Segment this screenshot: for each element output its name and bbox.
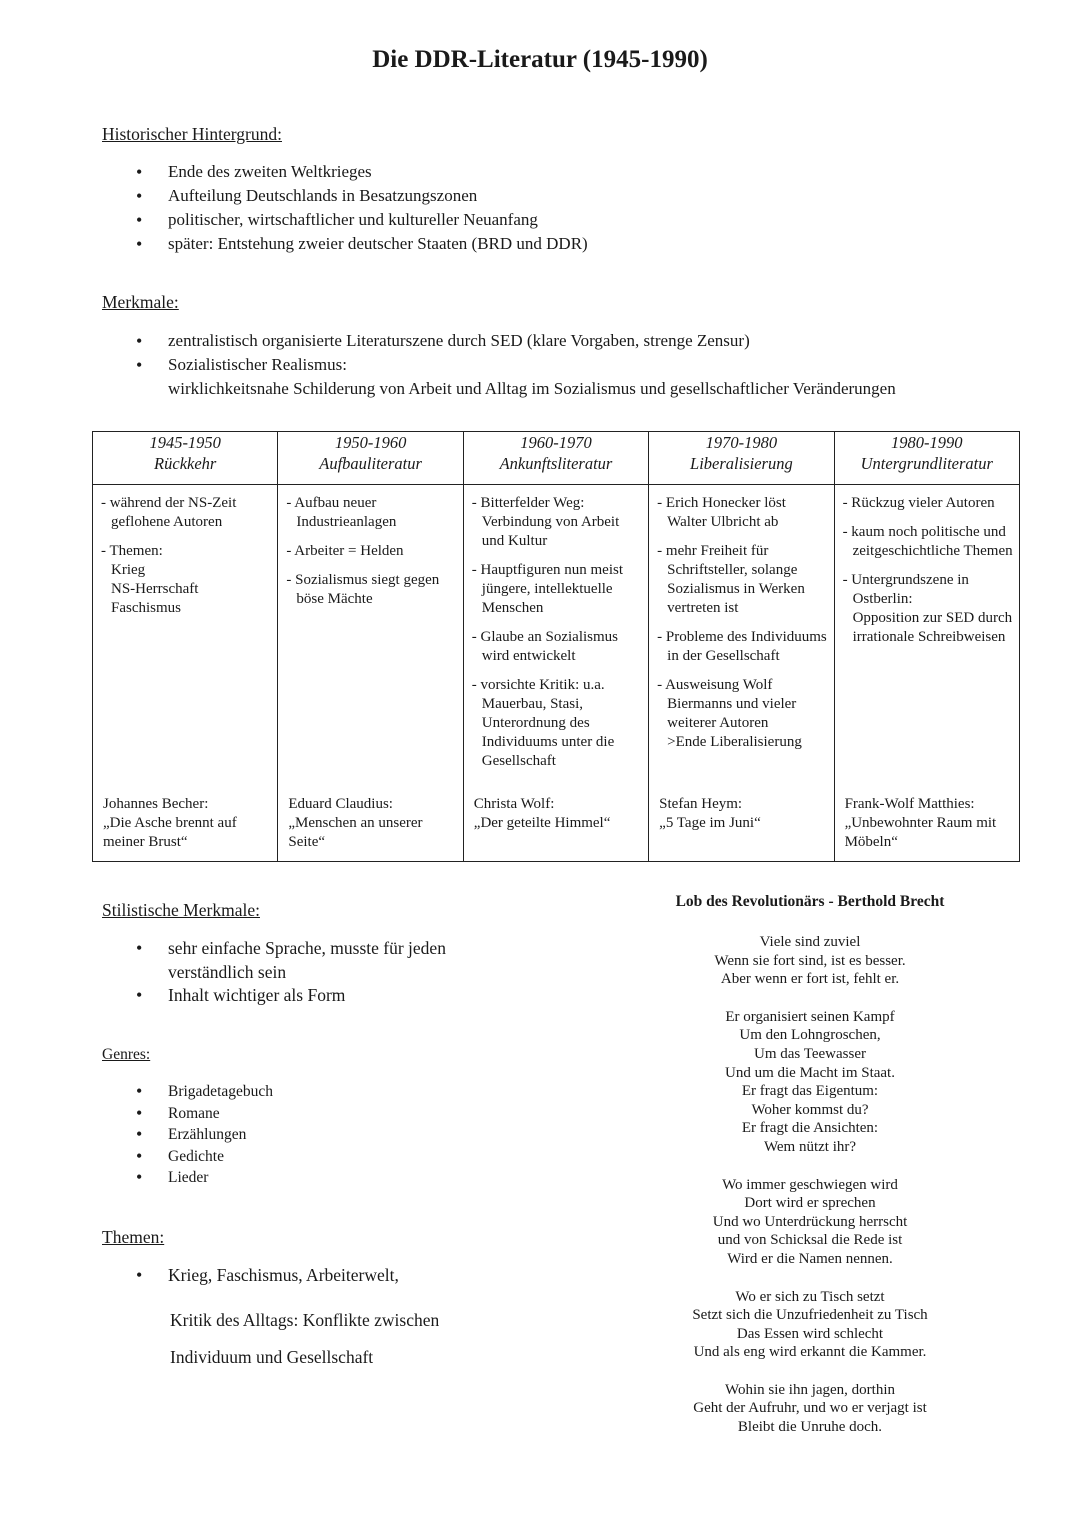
list-item: • sehr einfache Sprache, musste für jeden verständlich sein	[102, 937, 502, 984]
timeline-point: - während der NS-Zeit geflohene Autoren	[101, 495, 237, 530]
poem-stanza: Er organisiert seinen Kampf Um den Lohngroschen, Um das Teewasser Und um die Macht im Staat. Er fragt das Eigentum: Woher kommst du? Er fragt die Ansichten: Wem nützt ihr?	[725, 1008, 895, 1155]
list-item: • Krieg, Faschismus, Arbeiterwelt,	[102, 1264, 399, 1288]
timeline-cell	[463, 485, 648, 862]
timeline-header-cell	[834, 432, 1019, 485]
timeline-point: - Probleme des Individuums in der Gesellschaft	[657, 629, 827, 664]
poem-stanza: Wohin sie ihn jagen, dorthin Geht der Aufruhr, und wo er verjagt ist Bleibt die Unruhe doch.	[693, 1381, 927, 1436]
timeline-point: - Erich Honecker löst Walter Ulbricht ab	[657, 495, 786, 530]
historischer-hintergrund-list	[102, 160, 588, 256]
themen-line: Kritik des Alltags: Konflikte zwischen	[170, 1310, 440, 1330]
period-years: 1945-1950	[149, 433, 221, 452]
timeline-cell	[278, 485, 463, 862]
section-heading-historischer-hintergrund: Historischer Hintergrund:	[102, 124, 282, 144]
page-title: Die DDR-Literatur (1945-1990)	[372, 46, 708, 73]
list-item: • Sozialistischer Realismus:	[102, 353, 750, 377]
period-years: 1960-1970	[520, 433, 592, 452]
list-item: • Ende des zweiten Weltkrieges	[102, 160, 588, 184]
section-heading-merkmale: Merkmale:	[102, 292, 179, 312]
genres-list	[102, 1081, 273, 1189]
timeline-point: - Hauptfiguren nun meist jüngere, intellektuelle Menschen	[471, 562, 623, 616]
section-heading-genres: Genres:	[102, 1046, 151, 1063]
timeline-header-cell	[93, 432, 278, 485]
timeline-cell	[93, 485, 278, 862]
list-item: • Gedichte	[102, 1146, 273, 1168]
timeline-cell	[834, 485, 1019, 862]
timeline-point: - Ausweisung Wolf Biermanns und vieler weiterer Autoren >Ende Liberalisierung	[657, 677, 802, 750]
period-years: 1970-1980	[705, 433, 778, 452]
timeline-point: - Rückzug vieler Autoren	[842, 495, 995, 511]
poem-stanza: Viele sind zuviel Wenn sie fort sind, ist es besser. Aber wenn er fort ist, fehlt er.	[714, 934, 906, 988]
period-label: Rückkehr	[154, 454, 217, 473]
poem	[640, 933, 980, 1456]
list-item: • politischer, wirtschaftlicher und kultureller Neuanfang	[102, 208, 588, 232]
period-years: 1980-1990	[891, 433, 963, 452]
list-item: • Lieder	[102, 1167, 273, 1189]
section-heading-themen: Themen:	[102, 1227, 165, 1247]
period-label: Liberalisierung	[690, 454, 793, 473]
list-item: • Aufteilung Deutschlands in Besatzungszonen	[102, 184, 588, 208]
themen-continuation	[170, 1302, 439, 1376]
list-item: • Inhalt wichtiger als Form	[102, 984, 502, 1008]
timeline-author: Eduard Claudius: „Menschen an unserer Seite“	[288, 796, 423, 850]
timeline-header-cell	[463, 432, 648, 485]
period-years: 1950-1960	[334, 433, 407, 452]
timeline-point: - Glaube an Sozialismus wird entwickelt	[471, 629, 619, 664]
themen-line: Individuum und Gesellschaft	[170, 1347, 374, 1367]
poem-stanza: Wo er sich zu Tisch setzt Setzt sich die Unzufriedenheit zu Tisch Das Essen wird schlecht Und als eng wird erkannt die Kammer.	[692, 1288, 928, 1361]
timeline-table	[92, 431, 1020, 862]
list-item: • Romane	[102, 1103, 273, 1125]
section-heading-stilistische-merkmale: Stilistische Merkmale:	[102, 900, 260, 920]
period-label: Aufbauliteratur	[319, 454, 422, 473]
timeline-point: - Arbeiter = Helden	[286, 543, 404, 559]
timeline-header-row	[93, 432, 1020, 485]
timeline-point: - vorsichte Kritik: u.a. Mauerbau, Stasi, Unterordnung des Individuums unter die Gesellschaft	[471, 677, 615, 769]
merkmale-continuation: wirklichkeitsnahe Schilderung von Arbeit und Alltag im Sozialismus und gesellschaftlicher Veränderungen	[168, 379, 896, 398]
list-item: • zentralistisch organisierte Literaturszene durch SED (klare Vorgaben, strenge Zensur)	[102, 329, 750, 353]
poem-stanza: Wo immer geschwiegen wird Dort wird er sprechen Und wo Unterdrückung herrscht und von Schicksal die Rede ist Wird er die Namen nennen.	[712, 1176, 908, 1267]
timeline-point: - kaum noch politische und zeitgeschichtliche Themen	[842, 524, 1013, 559]
list-item: • Brigadetagebuch	[102, 1081, 273, 1103]
timeline-author: Frank-Wolf Matthies: „Unbewohnter Raum mit Möbeln“	[844, 796, 997, 850]
list-item: • Erzählungen	[102, 1124, 273, 1146]
themen-list	[102, 1264, 399, 1288]
timeline-header-cell	[649, 432, 834, 485]
timeline-point: - Aufbau neuer Industrieanlagen	[286, 495, 397, 530]
stilistische-merkmale-list	[102, 937, 502, 1008]
timeline-author: Johannes Becher: „Die Asche brennt auf meiner Brust“	[103, 796, 237, 850]
merkmale-list	[102, 329, 750, 377]
timeline-cell	[649, 485, 834, 862]
list-item: • später: Entstehung zweier deutscher Staaten (BRD und DDR)	[102, 232, 588, 256]
timeline-point: - Untergrundszene in Ostberlin: Opposition zur SED durch irrationale Schreibweisen	[842, 572, 1013, 645]
timeline-point: - mehr Freiheit für Schriftsteller, solange Sozialismus in Werken vertreten ist	[657, 543, 805, 616]
timeline-point: - Themen: Krieg NS-Herrschaft Faschismus	[101, 543, 199, 616]
poem-title: Lob des Revolutionärs - Berthold Brecht	[675, 893, 945, 910]
period-label: Ankunftsliteratur	[499, 454, 613, 473]
timeline-body-row	[93, 485, 1020, 862]
timeline-point: - Sozialismus siegt gegen böse Mächte	[286, 572, 440, 607]
timeline-author: Stefan Heym: „5 Tage im Juni“	[659, 796, 761, 831]
timeline-point: - Bitterfelder Weg: Verbindung von Arbeit und Kultur	[471, 495, 620, 549]
period-label: Untergrundliteratur	[860, 454, 993, 473]
timeline-header-cell	[278, 432, 463, 485]
timeline-author: Christa Wolf: „Der geteilte Himmel“	[473, 796, 611, 831]
